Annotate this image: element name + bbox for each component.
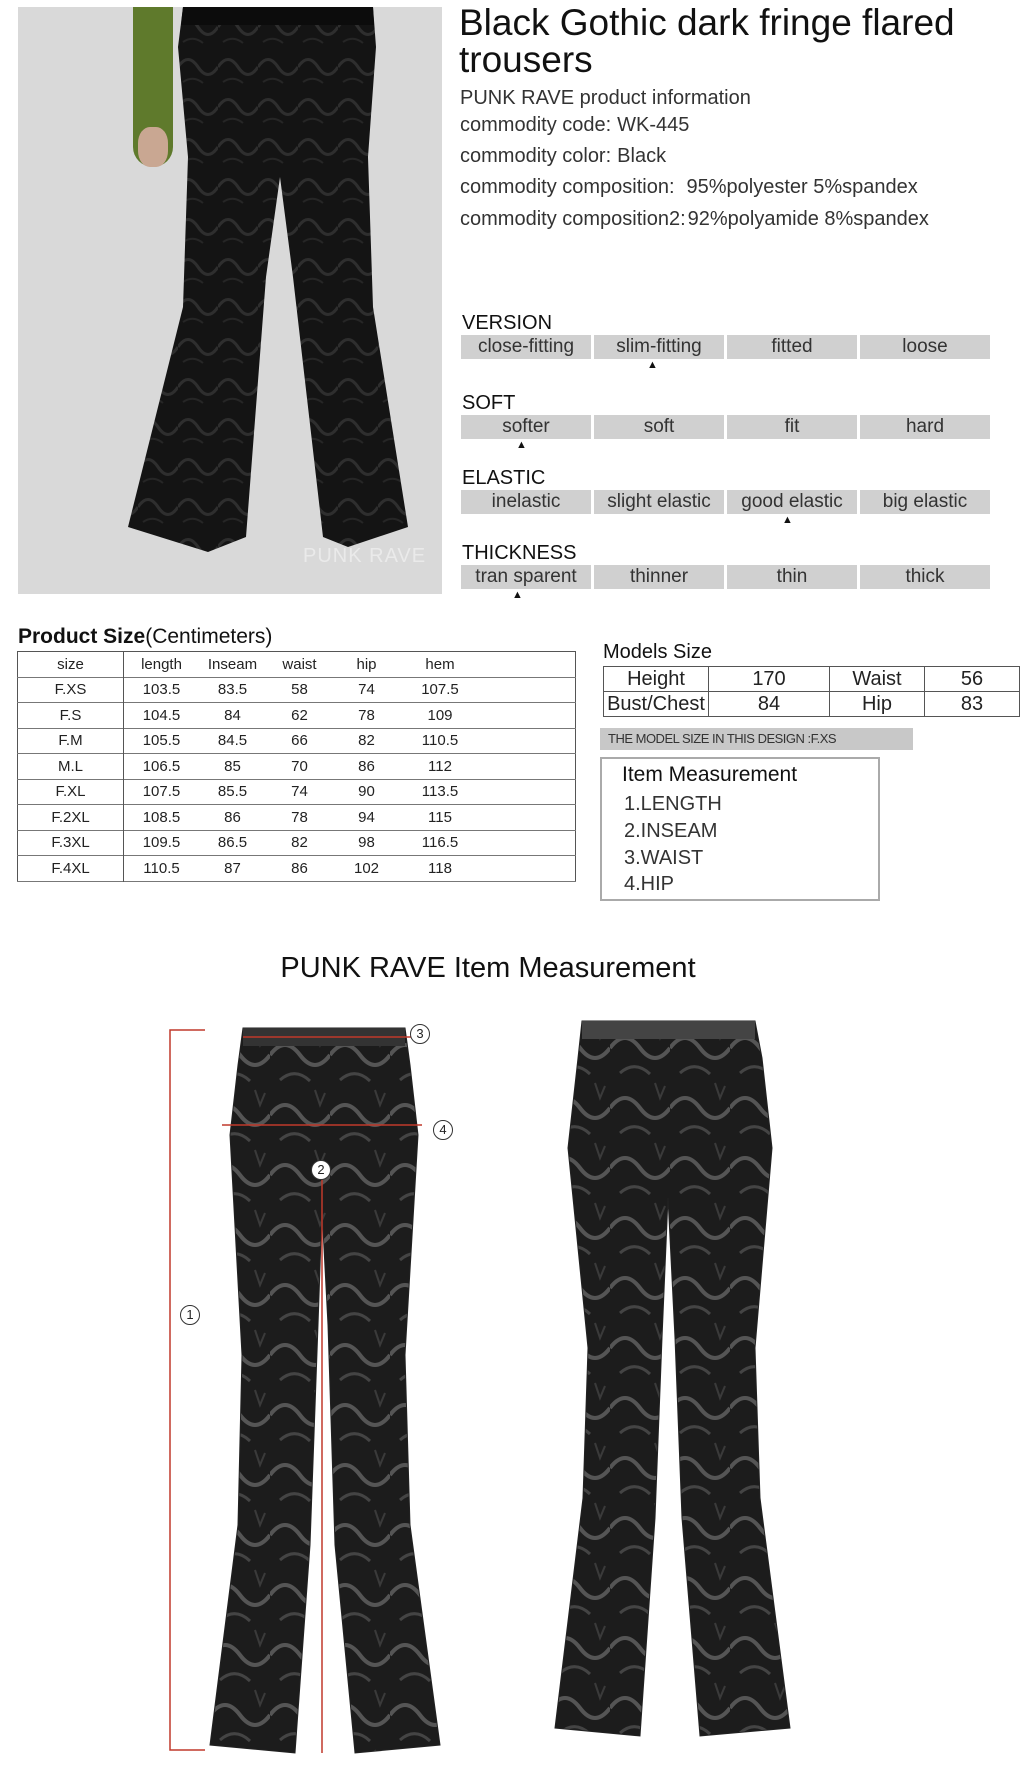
scale-option: thick — [860, 565, 990, 589]
table-cell: 56 — [925, 667, 1020, 692]
table-cell: F.S — [18, 703, 124, 729]
scale-option: thin — [727, 565, 857, 589]
commodity-color-label: commodity color: — [460, 145, 612, 167]
scale-option: inelastic — [461, 490, 591, 514]
table-row — [18, 703, 576, 729]
table-cell: 83.5 — [217, 681, 248, 699]
models-size-table — [603, 666, 1020, 717]
scale-option: softer — [461, 415, 591, 439]
composition2-row — [460, 208, 929, 231]
table-cell: 110.5 — [143, 859, 180, 877]
table-cell: F.XS — [18, 677, 124, 703]
table-cell: 66 — [291, 732, 308, 750]
measurement-section-title: PUNK RAVE Item Measurement — [280, 952, 696, 984]
marker-waist-label: 3 — [410, 1024, 430, 1044]
table-cell: M.L — [18, 754, 124, 780]
table-cell: 82 — [358, 732, 375, 750]
table-row — [18, 677, 576, 703]
size-table — [17, 651, 576, 882]
table-cell-empty — [480, 703, 576, 729]
table-header: hip — [356, 655, 377, 673]
table-cell: 70 — [291, 757, 308, 775]
table-cell: Waist — [830, 667, 925, 692]
table-cell: 86.5 — [217, 834, 248, 852]
scale-option: slight elastic — [594, 490, 724, 514]
table-cell: 113.5 — [421, 783, 459, 801]
table-header: waist — [282, 655, 317, 673]
marker-length — [180, 1305, 200, 1325]
marker-inseam — [311, 1160, 331, 1180]
table-cell: 84 — [224, 706, 241, 724]
table-row — [18, 728, 576, 754]
table-cell: 105.5 — [142, 732, 181, 750]
table-cell: 58 — [291, 681, 308, 699]
scale-option: soft — [594, 415, 724, 439]
table-cell: 116.5 — [421, 834, 459, 852]
scale-title-version: VERSION — [462, 312, 553, 334]
table-header: size — [18, 652, 124, 678]
table-cell: 78 — [291, 808, 308, 826]
table-cell: 78 — [358, 706, 375, 724]
table-cell: F.M — [18, 728, 124, 754]
table-cell: Bust/Chest — [604, 692, 709, 717]
table-row — [604, 692, 1020, 717]
marker-hip — [433, 1120, 453, 1140]
table-row — [18, 805, 576, 831]
table-header: length — [141, 655, 182, 673]
table-cell: 86 — [291, 859, 308, 877]
table-header-empty — [480, 652, 576, 678]
scale-option: fit — [727, 415, 857, 439]
table-cell: 110.5 — [421, 732, 459, 750]
list-item: 3.WAIST — [624, 847, 704, 869]
table-cell: 86 — [358, 757, 375, 775]
table-cell: 106.5 — [142, 757, 181, 775]
table-cell: 74 — [291, 783, 308, 801]
table-cell: 85 — [224, 757, 241, 775]
composition-row — [460, 176, 918, 199]
table-cell: 74 — [358, 681, 375, 699]
table-cell: F.4XL — [18, 856, 124, 882]
commodity-code-value: WK-445 — [617, 114, 690, 136]
scale-option: fitted — [727, 335, 857, 359]
table-cell: 109 — [427, 706, 453, 724]
scale-marker-thickness: ▲ — [512, 589, 523, 601]
table-header: Inseam — [207, 655, 258, 673]
commodity-color-row — [460, 145, 666, 168]
scale-marker-soft: ▲ — [516, 439, 527, 451]
scale-option: loose — [860, 335, 990, 359]
table-header-row — [18, 652, 576, 678]
scale-title-elastic: ELASTIC — [462, 467, 546, 489]
table-cell: F.3XL — [18, 830, 124, 856]
scale-title-soft: SOFT — [462, 392, 516, 414]
scale-option: big elastic — [860, 490, 990, 514]
size-heading-bold: Product Size — [18, 625, 146, 648]
table-cell-empty — [480, 677, 576, 703]
marker-waist — [410, 1024, 430, 1044]
model-size-note: THE MODEL SIZE IN THIS DESIGN :F.XS — [600, 728, 913, 750]
marker-inseam-label: 2 — [311, 1160, 331, 1180]
table-row — [18, 856, 576, 882]
trousers-photo-illustration — [18, 7, 442, 594]
table-cell: 87 — [224, 859, 241, 877]
commodity-color-value: Black — [617, 145, 667, 167]
table-cell-empty — [480, 779, 576, 805]
scale-marker-elastic: ▲ — [782, 514, 793, 526]
table-cell: 102 — [353, 859, 380, 877]
table-row — [18, 754, 576, 780]
product-photo — [18, 7, 442, 594]
brand-info: PUNK RAVE product information — [460, 87, 751, 109]
scale-option: close-fitting — [461, 335, 591, 359]
size-heading-unit: (Centimeters) — [145, 625, 273, 648]
table-cell: F.2XL — [18, 805, 124, 831]
table-cell: F.XL — [18, 779, 124, 805]
table-cell: 107.5 — [421, 681, 459, 699]
table-cell: 84.5 — [217, 732, 248, 750]
table-cell: Hip — [830, 692, 925, 717]
table-cell-empty — [480, 728, 576, 754]
composition-label: commodity composition: — [460, 176, 675, 198]
scale-option: tran sparent — [461, 565, 591, 589]
scale-option: thinner — [594, 565, 724, 589]
table-cell: 98 — [358, 834, 375, 852]
table-row — [604, 667, 1020, 692]
list-item: 1.LENGTH — [624, 793, 722, 815]
item-measurement-box — [600, 757, 880, 901]
table-cell: 82 — [291, 834, 308, 852]
scale-marker-version: ▲ — [647, 359, 658, 371]
table-cell-empty — [480, 754, 576, 780]
scale-row-version — [461, 335, 990, 359]
table-cell: 107.5 — [142, 783, 181, 801]
commodity-code-label: commodity code: — [460, 114, 612, 136]
table-cell: 108.5 — [142, 808, 181, 826]
table-cell: 109.5 — [142, 834, 181, 852]
table-cell: 62 — [291, 706, 308, 724]
table-cell: Height — [604, 667, 709, 692]
scale-row-soft — [461, 415, 990, 439]
size-table-heading — [18, 625, 272, 649]
table-cell-empty — [480, 830, 576, 856]
scale-row-thickness — [461, 565, 990, 589]
table-cell: 94 — [358, 808, 375, 826]
back-trousers-diagram — [550, 1018, 800, 1753]
table-cell-empty — [480, 856, 576, 882]
composition2-value: 92%polyamide 8%spandex — [687, 208, 929, 230]
scale-row-elastic — [461, 490, 990, 514]
table-cell: 83 — [925, 692, 1020, 717]
composition-value: 95%polyester 5%spandex — [686, 176, 918, 198]
commodity-code-row — [460, 114, 689, 137]
table-cell: 85.5 — [217, 783, 248, 801]
scale-option: hard — [860, 415, 990, 439]
item-measurement-title: Item Measurement — [622, 763, 798, 786]
table-cell: 103.5 — [142, 681, 181, 699]
table-row — [18, 830, 576, 856]
table-cell: 86 — [224, 808, 241, 826]
product-title: Black Gothic dark fringe flared trousers — [459, 2, 955, 80]
table-row — [18, 779, 576, 805]
marker-length-label: 1 — [180, 1305, 200, 1325]
marker-hip-label: 4 — [433, 1120, 453, 1140]
table-cell: 104.5 — [142, 706, 181, 724]
list-item: 2.INSEAM — [624, 820, 718, 842]
table-cell: 112 — [428, 757, 452, 775]
table-cell: 118 — [428, 859, 452, 877]
list-item: 4.HIP — [624, 873, 675, 895]
table-header: hem — [425, 655, 455, 673]
composition2-label: commodity composition2: — [460, 208, 686, 230]
models-size-heading: Models Size — [603, 641, 712, 663]
photo-watermark: PUNK RAVE — [303, 545, 427, 567]
scale-title-thickness: THICKNESS — [462, 542, 577, 564]
table-cell-empty — [480, 805, 576, 831]
scale-option: slim-fitting — [594, 335, 724, 359]
table-cell: 170 — [709, 667, 830, 692]
table-cell: 90 — [358, 783, 375, 801]
table-cell: 84 — [709, 692, 830, 717]
table-cell: 115 — [428, 808, 452, 826]
scale-option: good elastic — [727, 490, 857, 514]
